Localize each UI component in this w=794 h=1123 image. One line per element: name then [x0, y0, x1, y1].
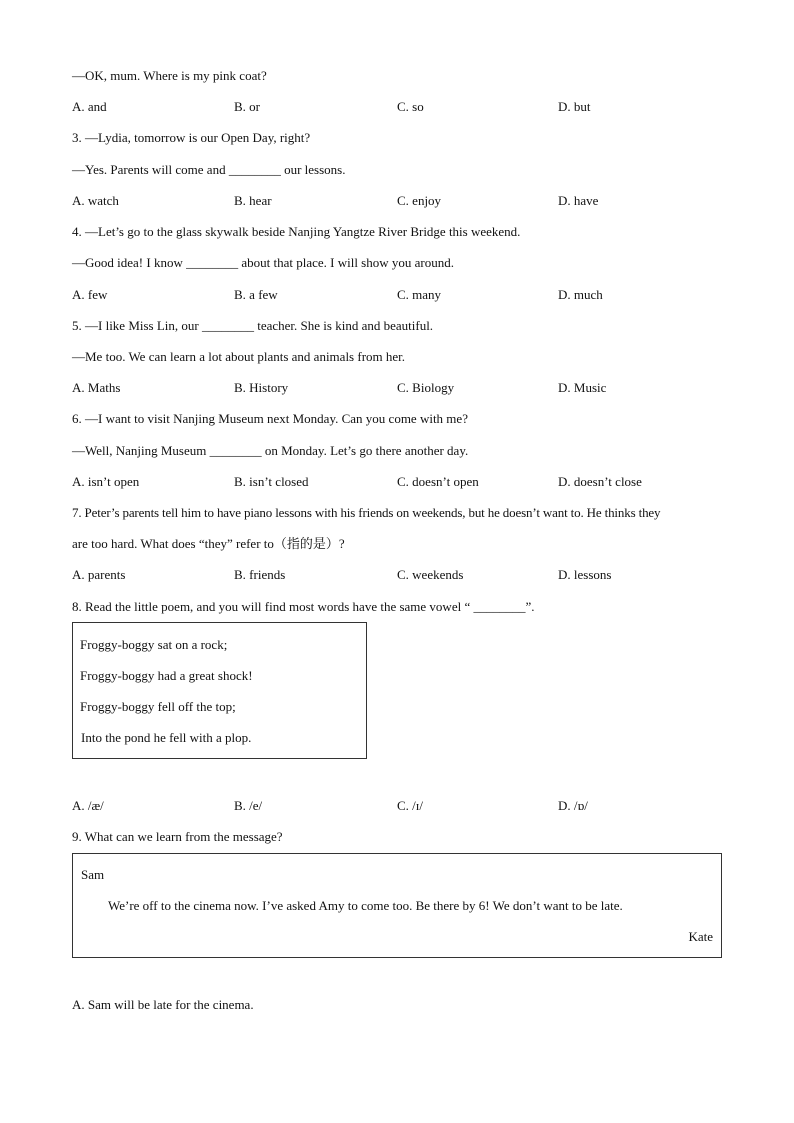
q5-reply: —Me too. We can learn a lot about plants and animals from her. — [72, 349, 406, 364]
option-d: D. doesn’t close — [558, 474, 642, 489]
q3-stem: 3. —Lydia, tomorrow is our Open Day, right? — [72, 130, 311, 145]
option-d: D. much — [558, 287, 603, 302]
poem-line-4: Into the pond he fell with a plop. — [81, 730, 252, 745]
option-a: A. few — [72, 287, 108, 302]
option-b: B. isn’t closed — [234, 474, 309, 489]
option-c: C. /ɪ/ — [397, 798, 424, 813]
option-d: D. Music — [558, 380, 607, 395]
poem-box — [72, 622, 367, 759]
q6-stem: 6. —I want to visit Nanjing Museum next Monday. Can you come with me? — [72, 411, 468, 426]
option-c: C. enjoy — [397, 193, 442, 208]
q8-stem: 8. Read the little poem, and you will find most words have the same vowel “ ________”. — [72, 599, 535, 614]
q6-options — [72, 474, 722, 490]
option-d: D. but — [558, 99, 591, 114]
message-from: Kate — [688, 929, 713, 944]
poem-line-2: Froggy-boggy had a great shock! — [80, 668, 253, 683]
option-b: B. or — [234, 99, 260, 114]
option-a: A. watch — [72, 193, 119, 208]
option-c: C. doesn’t open — [397, 474, 479, 489]
q3-reply: —Yes. Parents will come and ________ our lessons. — [72, 162, 346, 177]
option-d: D. /ɒ/ — [558, 798, 588, 813]
q8-options — [72, 798, 722, 814]
q3-options — [72, 193, 722, 209]
intro-dialog: —OK, mum. Where is my pink coat? — [72, 68, 267, 83]
option-b: B. hear — [234, 193, 272, 208]
option-c: C. Biology — [397, 380, 455, 395]
option-b: B. History — [234, 380, 289, 395]
option-a: A. and — [72, 99, 107, 114]
option-a: A. isn’t open — [72, 474, 140, 489]
q5-options — [72, 380, 722, 396]
poem-line-3: Froggy-boggy fell off the top; — [80, 699, 236, 714]
q9-stem: 9. What can we learn from the message? — [72, 829, 283, 844]
q7-options — [72, 567, 722, 583]
message-body: We’re off to the cinema now. I’ve asked Amy to come too. Be there by 6! We don’t want to be late. — [108, 898, 623, 913]
q7-stem-line2: are too hard. What does “they” refer to（指的是）? — [72, 536, 345, 551]
option-c: C. so — [397, 99, 424, 114]
q9-option-a: A. Sam will be late for the cinema. — [72, 997, 254, 1012]
intro-options — [72, 99, 722, 115]
q4-stem: 4. —Let’s go to the glass skywalk beside Nanjing Yangtze River Bridge this weekend. — [72, 224, 521, 239]
option-a: A. /æ/ — [72, 798, 104, 813]
q7-stem-line1: 7. Peter’s parents tell him to have piano lessons with his friends on weekends, but he doesn’t want to. He thinks they — [72, 505, 661, 520]
option-d: D. have — [558, 193, 599, 208]
option-c: C. weekends — [397, 567, 464, 582]
option-c: C. many — [397, 287, 442, 302]
q4-reply: —Good idea! I know ________ about that place. I will show you around. — [72, 255, 454, 270]
option-a: A. Maths — [72, 380, 121, 395]
q4-options — [72, 287, 722, 303]
option-a: A. parents — [72, 567, 126, 582]
option-d: D. lessons — [558, 567, 612, 582]
q6-reply: —Well, Nanjing Museum ________ on Monday. Let’s go there another day. — [72, 443, 469, 458]
option-b: B. a few — [234, 287, 278, 302]
poem-line-1: Froggy-boggy sat on a rock; — [80, 637, 228, 652]
message-to: Sam — [81, 867, 105, 882]
option-b: B. friends — [234, 567, 286, 582]
message-box — [72, 853, 722, 958]
q5-stem: 5. —I like Miss Lin, our ________ teacher. She is kind and beautiful. — [72, 318, 434, 333]
option-b: B. /e/ — [234, 798, 263, 813]
